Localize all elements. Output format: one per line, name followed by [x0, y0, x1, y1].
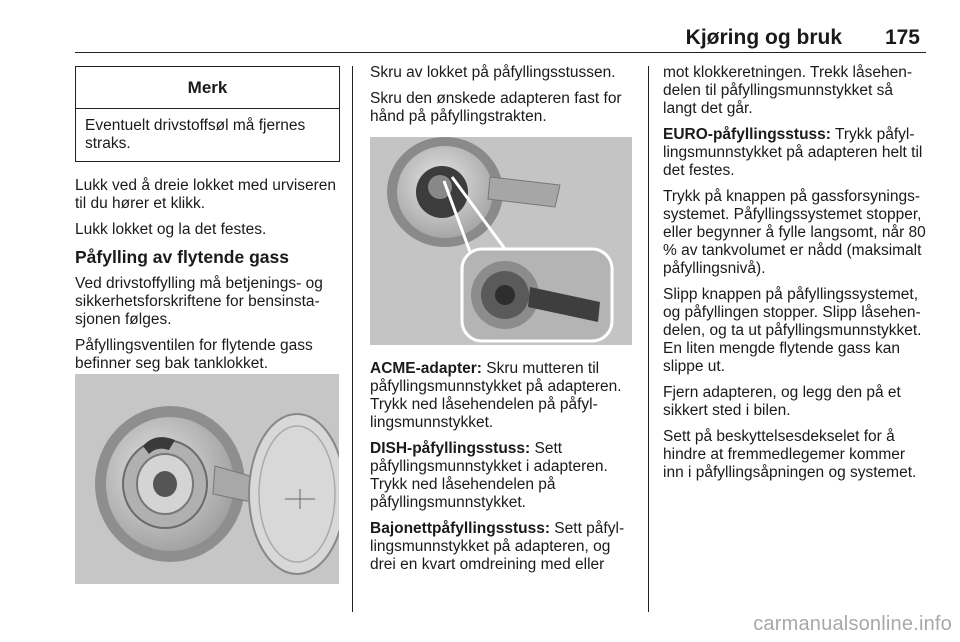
paragraph: mot klokkeretningen. Trekk låsehendelen til påfyllingsmunnstykket så langt det går.: [663, 64, 912, 117]
paragraph: Sett på beskyttelsesdekselet for å hindre at fremmedlegemer kommer inn i påfyllingsåpningen og systemet.: [663, 428, 917, 481]
section-title: Kjøring og bruk: [685, 26, 842, 49]
page-number: 175: [884, 26, 920, 49]
section-heading: Påfylling av flytende gass: [75, 247, 289, 267]
euro-label: EURO-påfyllingsstuss:: [663, 126, 831, 143]
column-1: [75, 64, 340, 381]
euro-text: Trykk påfyllingsmunnstykket på adapteren helt til det festes.: [663, 126, 923, 179]
paragraph-euro: [663, 126, 928, 180]
paragraph-bajonett: [370, 520, 635, 574]
acme-text: Skru mutteren til påfyllingsmunnstykket på adapteren. Trykk ned låsehendelen på påfyllingsmunnstykket.: [370, 360, 622, 431]
paragraph: Lukk lokket og la det festes.: [75, 221, 267, 238]
dish-label: DISH-påfyllingsstuss:: [370, 440, 531, 457]
bajonett-label: Bajonettpåfyllingsstuss:: [370, 520, 550, 537]
paragraph: Trykk på knappen på gassforsyningssystemet. Påfyllingssystemet stopper, eller begynner å fylle langsomt, når 80 % av tankvolumet er nådd (maksimalt påfyllingsnivå).: [663, 188, 926, 277]
bajonett-text: Sett påfyllingsmunnstykket på adapteren, og drei en kvart omdreining med eller: [370, 520, 625, 573]
watermark: carmanualsonline.info: [753, 613, 952, 635]
adapter-figure: [370, 137, 632, 345]
paragraph-dish: [370, 440, 635, 512]
dish-text: Sett påfyllingsmunnstykket i adapteren. Trykk ned låsehendelen på påfyllingsmunnstykket.: [370, 440, 608, 511]
column-divider-2: [648, 66, 649, 612]
paragraph: Ved drivstoffylling må betjenings- og sikkerhetsforskriftene for bensinstasjonen følges.: [75, 275, 323, 328]
note-box: [75, 66, 340, 162]
acme-label: ACME-adapter:: [370, 360, 482, 377]
column-3: [663, 64, 928, 490]
paragraph: Fjern adapteren, og legg den på et sikkert sted i bilen.: [663, 384, 901, 419]
column-divider-1: [352, 66, 353, 612]
paragraph: Slipp knappen på påfyllingssystemet, og påfyllingen stopper. Slipp låsehendelen, og ta ut påfyllingsmunnstykket. En liten mengde flytende gass kan slippe ut.: [663, 286, 922, 375]
page-header: [75, 20, 926, 53]
paragraph: Skru av lokket på påfyllingsstussen.: [370, 64, 616, 81]
note-body: Eventuelt drivstoffsøl må fjernes straks.: [85, 117, 306, 152]
paragraph-acme: [370, 360, 635, 432]
fuel-filler-figure: [75, 374, 339, 584]
column-2: [370, 64, 635, 134]
note-title: Merk: [76, 67, 339, 109]
paragraph: Påfyllingsventilen for flytende gass befinner seg bak tanklokket.: [75, 337, 313, 372]
column-2-lower: [370, 360, 635, 582]
paragraph: Lukk ved å dreie lokket med urviseren til du hører et klikk.: [75, 177, 337, 212]
paragraph: Skru den ønskede adapteren fast for hånd på påfyllingstrakten.: [370, 90, 622, 125]
